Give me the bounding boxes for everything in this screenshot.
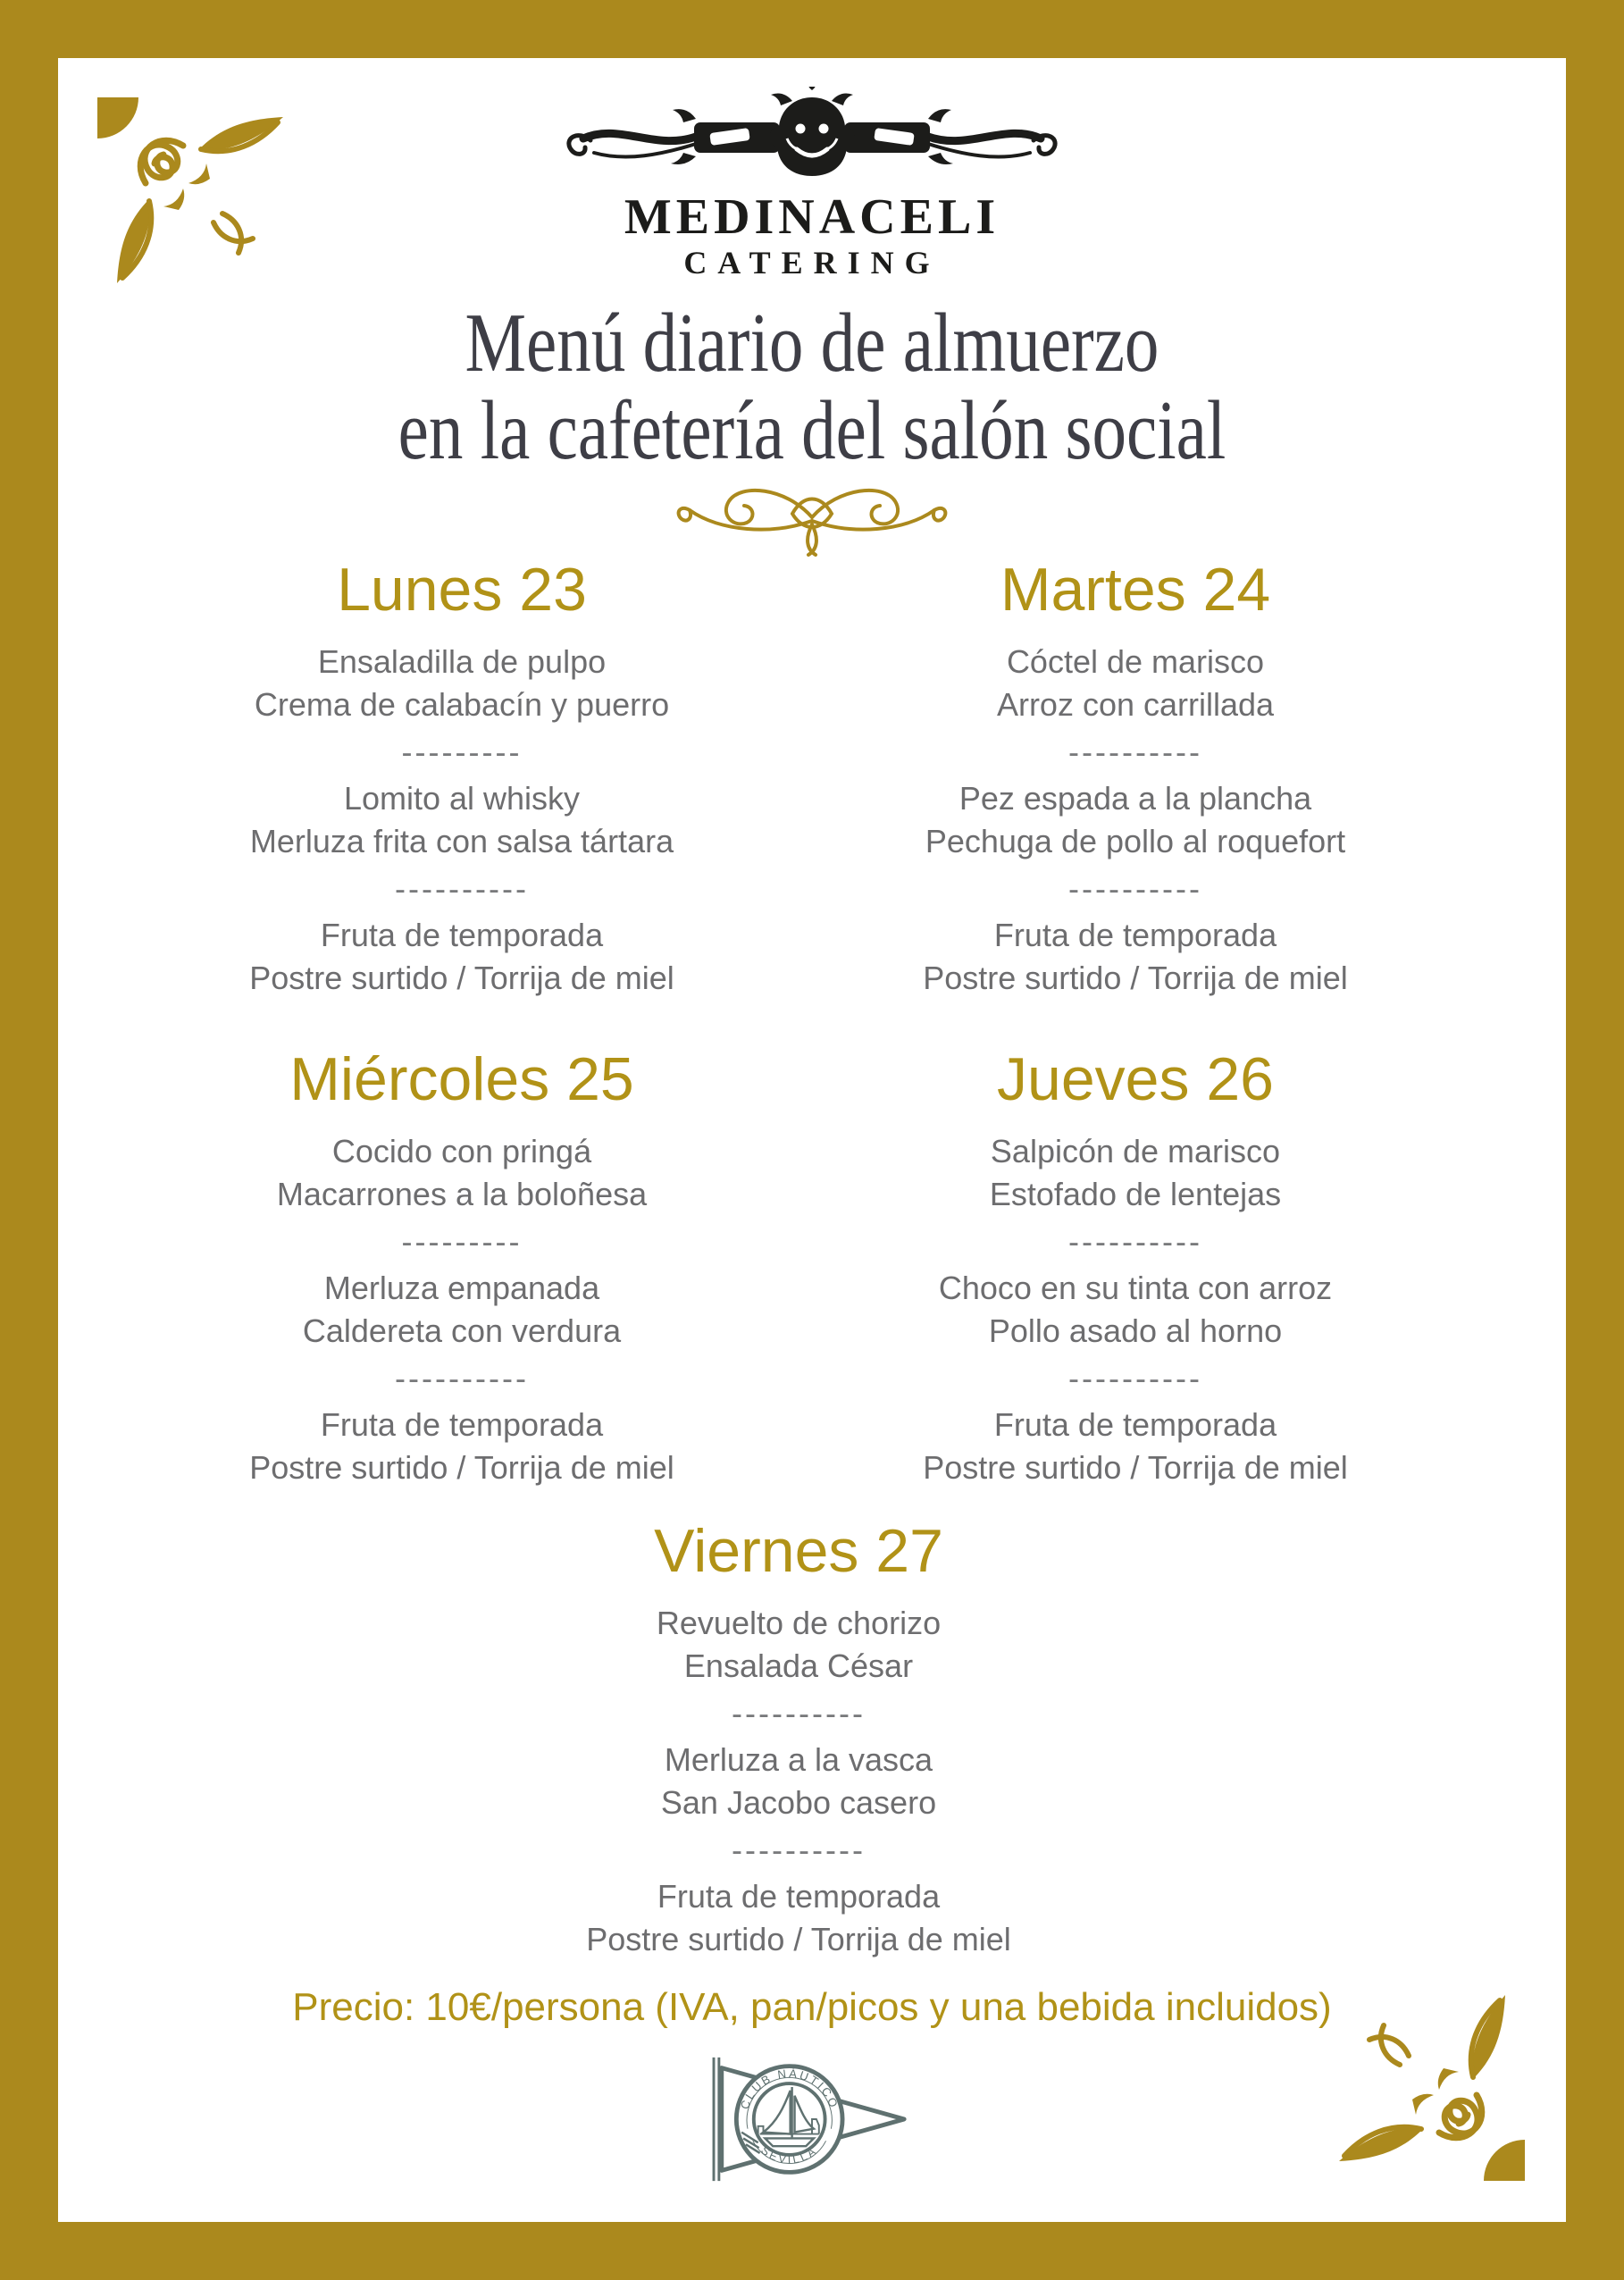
corner-flourish-icon bbox=[97, 97, 287, 287]
price-line: Precio: 10€/persona (IVA, pan/picos y una bebida incluidos) bbox=[292, 1985, 1332, 2029]
engraving-ornament-icon bbox=[562, 87, 1062, 187]
menu-item: Pollo asado al horno bbox=[988, 1312, 1283, 1349]
menu-item: Merluza a la vasca bbox=[664, 1741, 933, 1778]
menu-item: Cocido con pringá bbox=[331, 1133, 592, 1169]
day-heading: Lunes 23 bbox=[337, 556, 587, 624]
menu-item: Postre surtido / Torrija de miel bbox=[586, 1921, 1011, 1957]
menu-item: Fruta de temporada bbox=[320, 917, 604, 953]
page-title bbox=[58, 297, 1566, 477]
course-separator: ---------- bbox=[732, 1695, 866, 1731]
day-section-jueves bbox=[805, 1046, 1466, 1489]
day-row-1 bbox=[45, 557, 1553, 1000]
menu-item: Postre surtido / Torrija de miel bbox=[923, 960, 1348, 996]
brand-name: MEDINACELI bbox=[624, 189, 1000, 245]
divider-flourish-icon bbox=[674, 478, 950, 557]
course-separator: ---------- bbox=[395, 870, 529, 907]
menu-item: San Jacobo casero bbox=[660, 1784, 937, 1821]
course-separator: ---------- bbox=[732, 1832, 866, 1868]
menu-item: Macarrones a la boloñesa bbox=[276, 1176, 648, 1212]
day-section-miercoles bbox=[131, 1046, 792, 1489]
pennant-arc-top-label: CLUB NÁUTICO bbox=[737, 2066, 841, 2111]
menu-item: Postre surtido / Torrija de miel bbox=[249, 1449, 674, 1486]
menu-item: Estofado de lentejas bbox=[989, 1176, 1282, 1212]
day-section-martes bbox=[805, 557, 1466, 1000]
course-separator: ---------- bbox=[1068, 1360, 1202, 1396]
menu-item: Arroz con carrillada bbox=[996, 686, 1275, 723]
menu-item: Ensaladilla de pulpo bbox=[317, 643, 607, 680]
menu-item: Ensalada César bbox=[683, 1647, 914, 1684]
day-heading: Martes 24 bbox=[1000, 556, 1271, 624]
page-title-line2: en la cafetería del salón social bbox=[398, 384, 1226, 477]
menu-item: Merluza empanada bbox=[323, 1270, 600, 1306]
menu-item: Salpicón de marisco bbox=[990, 1133, 1281, 1169]
menu-item: Cóctel de marisco bbox=[1006, 643, 1265, 680]
menu bbox=[58, 557, 1566, 2031]
course-separator: ---------- bbox=[1068, 733, 1202, 770]
menu-item: Choco en su tinta con arroz bbox=[938, 1270, 1333, 1306]
course-separator: ---------- bbox=[1068, 1223, 1202, 1260]
day-heading: Jueves 26 bbox=[997, 1045, 1274, 1113]
course-separator: ---------- bbox=[1068, 870, 1202, 907]
menu-item: Crema de calabacín y puerro bbox=[254, 686, 670, 723]
day-heading: Viernes 27 bbox=[654, 1517, 943, 1585]
menu-item: Postre surtido / Torrija de miel bbox=[249, 960, 674, 996]
pennant-arc-bottom-label: SEVILLA bbox=[758, 2143, 821, 2167]
menu-item: Fruta de temporada bbox=[657, 1878, 941, 1915]
menu-item: Lomito al whisky bbox=[343, 780, 581, 817]
page-title-line1: Menú diario de almuerzo bbox=[465, 297, 1159, 390]
menu-item: Fruta de temporada bbox=[993, 917, 1277, 953]
menu-item: Caldereta con verdura bbox=[302, 1312, 622, 1349]
menu-item: Fruta de temporada bbox=[320, 1406, 604, 1443]
menu-item: Pechuga de pollo al roquefort bbox=[925, 823, 1346, 859]
day-row-2 bbox=[45, 1046, 1553, 1489]
course-separator: --------- bbox=[401, 733, 523, 770]
day-heading: Miércoles 25 bbox=[289, 1045, 634, 1113]
menu-item: Revuelto de chorizo bbox=[656, 1605, 942, 1641]
menu-item: Fruta de temporada bbox=[993, 1406, 1277, 1443]
menu-item: Postre surtido / Torrija de miel bbox=[923, 1449, 1348, 1486]
course-separator: --------- bbox=[401, 1223, 523, 1260]
day-section-viernes bbox=[468, 1518, 1129, 1961]
day-section-lunes bbox=[131, 557, 792, 1000]
day-row-3 bbox=[45, 1518, 1553, 1961]
club-nautico-pennant-icon bbox=[705, 2054, 919, 2184]
corner-flourish-icon bbox=[1335, 1991, 1525, 2181]
course-separator: ---------- bbox=[395, 1360, 529, 1396]
brand-subtitle: CATERING bbox=[683, 245, 941, 281]
menu-item: Merluza frita con salsa tártara bbox=[249, 823, 674, 859]
menu-item: Pez espada a la plancha bbox=[958, 780, 1312, 817]
